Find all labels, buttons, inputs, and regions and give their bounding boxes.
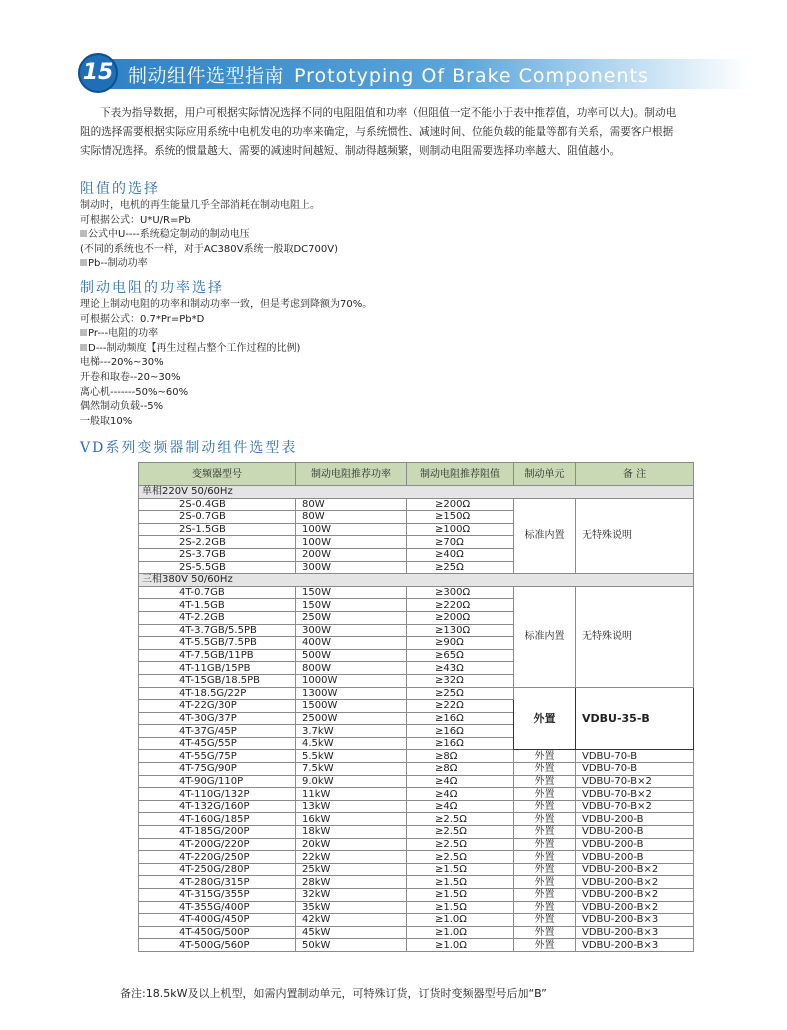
power-cell: 200W [296,548,407,561]
power-cell: 1300W [296,687,407,700]
table-row [139,901,694,914]
power-cell: 100W [296,523,407,536]
model-cell: 4T-30G/37P [139,712,296,725]
resistance-cell: ≥1.5Ω [407,876,514,889]
resistance-cell: ≥16Ω [407,725,514,738]
table-row [139,826,694,839]
table-row [139,863,694,876]
intro-line: 实际情况选择。系统的惯量越大、需要的减速时间越短、制动得越频繁，则制动电阻需要选择功率越大、阻值越小。 [80,145,621,157]
brake-unit-cell: 外置 [514,826,576,839]
power-cell: 45kW [296,926,407,939]
brake-unit-cell: 外置 [514,800,576,813]
model-cell: 4T-75G/90P [139,763,296,776]
model-cell: 2S-3.7GB [139,548,296,561]
model-cell: 4T-15GB/18.5PB [139,674,296,687]
model-cell: 4T-0.7GB [139,586,296,599]
resistance-cell: ≥40Ω [407,548,514,561]
resistance-cell: ≥1.5Ω [407,901,514,914]
power-cell: 250W [296,611,407,624]
power-cell: 4.5kW [296,737,407,750]
power-cell: 25kW [296,863,407,876]
note-cell: VDBU-200-B×3 [576,926,694,939]
footnote: 备注:18.5kW及以上机型，如需内置制动单元，可特殊订货，订货时变频器型号后加“B” [120,987,547,1000]
resistance-cell: ≥2.5Ω [407,838,514,851]
text-line: Pr---电阻的功率 [80,327,372,342]
group-label: 单相220V 50/60Hz [139,486,694,499]
brake-unit-cell: 外置 [514,838,576,851]
power-cell: 300W [296,561,407,574]
model-cell: 4T-110G/132P [139,788,296,801]
section-title-resistance: 阻值的选择 [80,181,160,197]
note-cell: VDBU-200-B×2 [576,901,694,914]
power-cell: 16kW [296,813,407,826]
model-cell: 4T-450G/500P [139,926,296,939]
resistance-cell: ≥1.5Ω [407,863,514,876]
power-cell: 28kW [296,876,407,889]
intro-paragraph [80,104,750,161]
power-cell: 1500W [296,700,407,713]
model-cell: 4T-18.5G/22P [139,687,296,700]
resistance-cell: ≥22Ω [407,700,514,713]
resistance-cell: ≥130Ω [407,624,514,637]
resistance-cell: ≥200Ω [407,498,514,511]
power-cell: 400W [296,637,407,650]
model-cell: 2S-2.2GB [139,536,296,549]
model-cell: 4T-315G/355P [139,889,296,902]
resistance-cell: ≥4Ω [407,788,514,801]
note-cell: VDBU-70-B×2 [576,800,694,813]
table-row [139,914,694,927]
note-cell: 无特殊说明 [576,586,694,687]
table-row [139,926,694,939]
table-row [139,750,694,763]
power-cell: 22kW [296,851,407,864]
power-cell: 100W [296,536,407,549]
text-line: 开卷和取卷--20~30% [80,371,181,383]
brake-unit-cell: 外置 [514,863,576,876]
model-cell: 4T-55G/75P [139,750,296,763]
table-row [139,838,694,851]
section2-body [80,298,372,429]
note-cell: VDBU-200-B [576,813,694,826]
resistance-cell: ≥300Ω [407,586,514,599]
intro-line: 下表为指导数据，用户可根据实际情况选择不同的电阻阻值和功率（但阻值一定不能小于表中推荐值，功率可以大)。制动电 [100,107,677,119]
text-line: 制动时，电机的再生能量几乎全部消耗在制动电阻上。 [80,200,320,211]
power-cell: 20kW [296,838,407,851]
text-line: (不同的系统也不一样，对于AC380V系统一般取DC700V) [80,243,338,255]
brake-unit-cell: 外置 [514,926,576,939]
column-header: 变频器型号 [139,463,296,486]
resistance-cell: ≥25Ω [407,687,514,700]
table-row [139,800,694,813]
resistance-cell: ≥32Ω [407,674,514,687]
section1-body [80,199,338,272]
model-cell: 2S-1.5GB [139,523,296,536]
note-cell: VDBU-35-B [576,687,694,750]
column-header: 制动电阻推荐阻值 [407,463,514,486]
model-cell: 4T-11GB/15PB [139,662,296,675]
model-cell: 4T-37G/45P [139,725,296,738]
bullet-square-icon [80,230,87,237]
model-cell: 4T-22G/30P [139,700,296,713]
column-header: 备 注 [576,463,694,486]
table-header-row [139,463,694,486]
brake-unit-cell: 外置 [514,889,576,902]
brake-unit-cell: 外置 [514,775,576,788]
text-line: 理论上制动电阻的功率和制动功率一致，但是考虑到降额为70%。 [80,299,373,310]
power-cell: 150W [296,599,407,612]
model-cell: 4T-7.5GB/11PB [139,649,296,662]
model-cell: 4T-280G/315P [139,876,296,889]
resistance-cell: ≥100Ω [407,523,514,536]
note-cell: VDBU-70-B [576,750,694,763]
power-cell: 150W [296,586,407,599]
brake-unit-cell: 外置 [514,851,576,864]
resistance-cell: ≥65Ω [407,649,514,662]
table-row [139,763,694,776]
brake-unit-cell: 外置 [514,750,576,763]
power-cell: 80W [296,498,407,511]
note-cell: VDBU-200-B×2 [576,876,694,889]
model-cell: 4T-250G/280P [139,863,296,876]
text-line: 离心机-------50%~60% [80,386,189,398]
resistance-cell: ≥200Ω [407,611,514,624]
brake-unit-cell: 标准内置 [514,586,576,687]
model-cell: 4T-200G/220P [139,838,296,851]
note-cell: 无特殊说明 [576,498,694,574]
text-line: Pb--制动功率 [80,257,338,272]
section-number-badge: 15 [78,53,118,93]
resistance-cell: ≥1.0Ω [407,939,514,952]
resistance-cell: ≥220Ω [407,599,514,612]
brake-unit-cell: 外置 [514,763,576,776]
note-cell: VDBU-200-B [576,851,694,864]
model-cell: 4T-220G/250P [139,851,296,864]
model-cell: 4T-3.7GB/5.5PB [139,624,296,637]
model-cell: 4T-400G/450P [139,914,296,927]
resistance-cell: ≥1.5Ω [407,889,514,902]
intro-line: 阻的选择需要根据实际应用系统中电机发电的功率来确定，与系统惯性、减速时间、位能负载的能量等都有关系，需要客户根据 [80,126,674,138]
brake-unit-cell: 外置 [514,901,576,914]
power-cell: 500W [296,649,407,662]
power-cell: 800W [296,662,407,675]
resistance-cell: ≥150Ω [407,511,514,524]
table-group-row [139,486,694,499]
power-cell: 7.5kW [296,763,407,776]
brake-unit-cell: 外置 [514,876,576,889]
power-cell: 3.7kW [296,725,407,738]
power-cell: 50kW [296,939,407,952]
page-title-en: Prototyping Of Brake Components [294,65,649,87]
resistance-cell: ≥90Ω [407,637,514,650]
power-cell: 35kW [296,901,407,914]
power-cell: 9.0kW [296,775,407,788]
table-row [139,851,694,864]
table-row [139,876,694,889]
resistance-cell: ≥43Ω [407,662,514,675]
model-cell: 4T-45G/55P [139,737,296,750]
section-title-power: 制动电阻的功率选择 [80,280,224,296]
model-cell: 4T-355G/400P [139,901,296,914]
note-cell: VDBU-200-B×3 [576,939,694,952]
bullet-square-icon [80,259,87,266]
group-label: 三相380V 50/60Hz [139,574,694,587]
note-cell: VDBU-200-B×2 [576,863,694,876]
text-line: 一般取10% [80,415,133,427]
model-cell: 2S-0.4GB [139,498,296,511]
text-line: 可根据公式：U*U/R=Pb [80,214,191,226]
note-cell: VDBU-70-B×2 [576,775,694,788]
note-cell: VDBU-200-B [576,826,694,839]
model-cell: 4T-185G/200P [139,826,296,839]
resistance-cell: ≥8Ω [407,750,514,763]
note-cell: VDBU-70-B [576,763,694,776]
table-row [139,889,694,902]
power-cell: 11kW [296,788,407,801]
resistance-cell: ≥8Ω [407,763,514,776]
brake-unit-cell: 外置 [514,939,576,952]
resistance-cell: ≥25Ω [407,561,514,574]
resistance-cell: ≥1.0Ω [407,914,514,927]
resistance-cell: ≥2.5Ω [407,813,514,826]
power-cell: 32kW [296,889,407,902]
power-cell: 80W [296,511,407,524]
bullet-square-icon [80,329,87,336]
model-cell: 4T-90G/110P [139,775,296,788]
power-cell: 5.5kW [296,750,407,763]
bullet-square-icon [80,344,87,351]
model-cell: 4T-132G/160P [139,800,296,813]
brake-unit-cell: 外置 [514,813,576,826]
text-line: D---制动频度【再生过程占整个工作过程的比例) [80,342,372,357]
model-cell: 2S-0.7GB [139,511,296,524]
table-row [139,813,694,826]
resistance-cell: ≥4Ω [407,800,514,813]
model-cell: 4T-5.5GB/7.5PB [139,637,296,650]
table-row [139,687,694,700]
resistance-cell: ≥2.5Ω [407,826,514,839]
table-row [139,788,694,801]
resistance-cell: ≥4Ω [407,775,514,788]
note-cell: VDBU-200-B [576,838,694,851]
model-cell: 2S-5.5GB [139,561,296,574]
section-title-table: VD系列变频器制动组件选型表 [80,440,298,456]
model-cell: 4T-160G/185P [139,813,296,826]
power-cell: 2500W [296,712,407,725]
table-row [139,939,694,952]
model-cell: 4T-1.5GB [139,599,296,612]
note-cell: VDBU-200-B×2 [576,889,694,902]
resistance-cell: ≥2.5Ω [407,851,514,864]
power-cell: 300W [296,624,407,637]
brake-unit-cell: 外置 [514,687,576,750]
brake-unit-cell: 标准内置 [514,498,576,574]
resistance-cell: ≥70Ω [407,536,514,549]
column-header: 制动电阻推荐功率 [296,463,407,486]
power-cell: 13kW [296,800,407,813]
note-cell: VDBU-200-B×3 [576,914,694,927]
selection-table [138,462,694,952]
resistance-cell: ≥16Ω [407,737,514,750]
power-cell: 42kW [296,914,407,927]
power-cell: 1000W [296,674,407,687]
table-row [139,775,694,788]
model-cell: 4T-2.2GB [139,611,296,624]
table-row [139,586,694,599]
brake-unit-cell: 外置 [514,914,576,927]
note-cell: VDBU-70-B×2 [576,788,694,801]
text-line: 电梯---20%~30% [80,357,164,369]
page-title [128,61,649,88]
table-row [139,498,694,511]
brake-unit-cell: 外置 [514,788,576,801]
resistance-cell: ≥16Ω [407,712,514,725]
power-cell: 18kW [296,826,407,839]
column-header: 制动单元 [514,463,576,486]
table-group-row [139,574,694,587]
text-line: 公式中U----系统稳定制动的制动电压 [80,228,338,243]
text-line: 可根据公式：0.7*Pr=Pb*D [80,313,205,325]
model-cell: 4T-500G/560P [139,939,296,952]
resistance-cell: ≥1.0Ω [407,926,514,939]
page-header [78,53,748,93]
page-title-cn: 制动组件选型指南 [128,65,285,87]
text-line: 偶然制动负载--5% [80,401,164,413]
